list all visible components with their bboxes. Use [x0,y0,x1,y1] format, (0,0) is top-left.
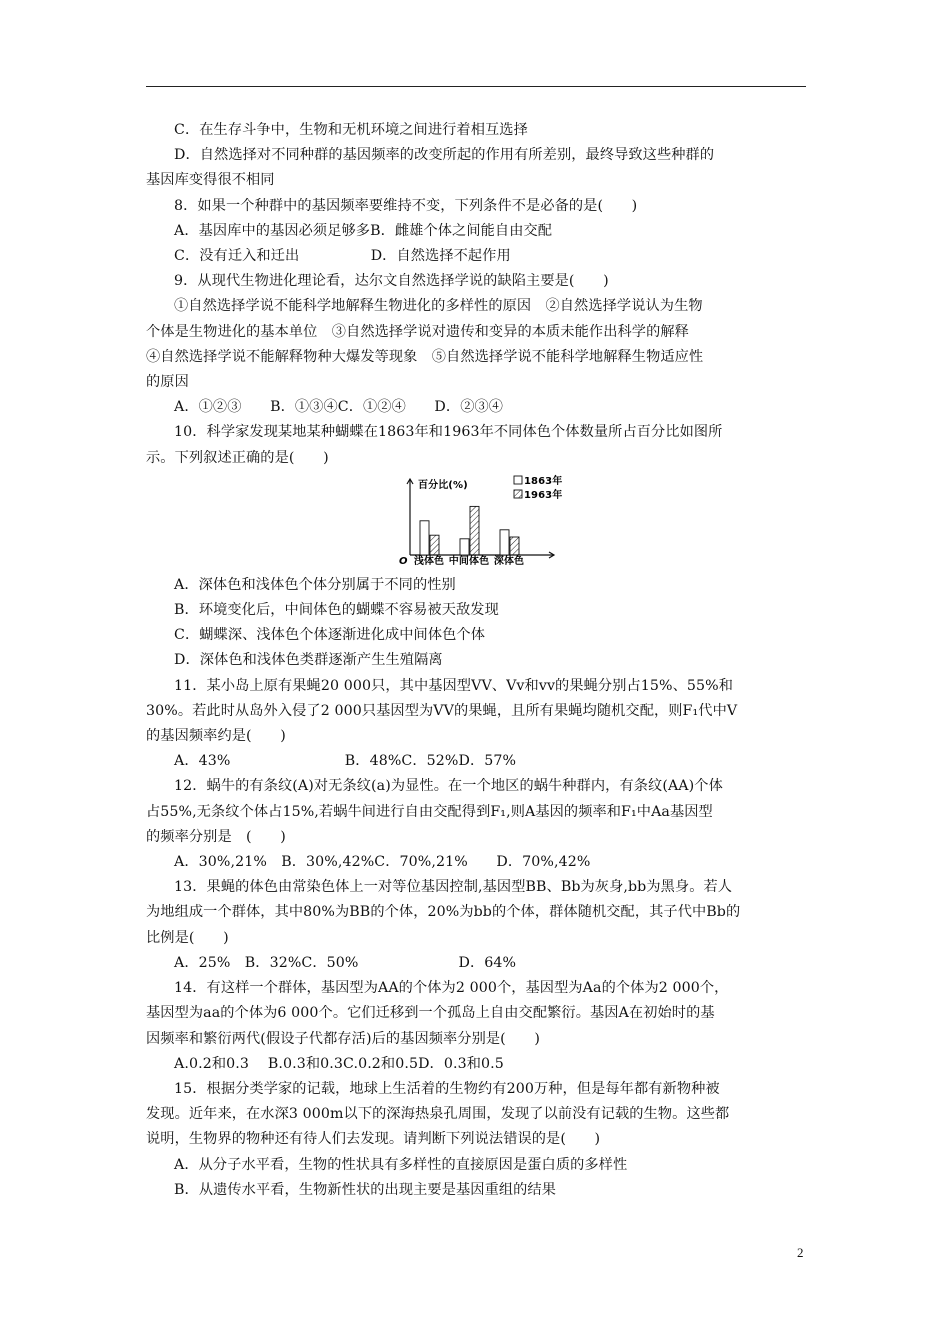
question-8: 8．如果一个种群中的基因频率要维持不变，下列条件不是必备的是( ) [174,197,638,214]
bar [500,530,509,555]
page-body [146,118,808,1203]
question-14-cont: 基因型为aa的个体为6 000个。它们迁移到一个孤岛上自由交配繁衍。基因A在初始时的基 [146,1005,715,1022]
statement-line: ④自然选择学说不能解释物种大爆发等现象 ⑤自然选择学说不能科学地解释生物适应性 [146,348,704,365]
option-line: C．在生存斗争中，生物和无机环境之间进行着相互选择 [174,122,528,138]
option-line: A．从分子水平看，生物的性状具有多样性的直接原因是蛋白质的多样性 [174,1156,628,1173]
question-14-cont: 因频率和繁衍两代(假设子代都存活)后的基因频率分别是( ) [146,1030,541,1047]
option-line-cont: 基因库变得很不相同 [146,172,275,189]
bar [510,537,519,555]
option-line: A．25% B．32%C．50% D．64% [174,954,517,971]
header-rule [146,86,806,87]
question-14: 14．有这样一个群体，基因型为AA的个体为2 000个，基因型为Aa的个体为2 000个， [174,980,729,997]
statement-line: ①自然选择学说不能科学地解释生物进化的多样性的原因 ②自然选择学说认为生物 [174,298,703,315]
option-line: D．深体色和浅体色类群逐渐产生生殖隔离 [174,652,443,669]
option-line: A.0.2和0.3 B.0.3和0.3C.0.2和0.5D．0.3和0.5 [174,1055,504,1072]
option-line: B．从遗传水平看，生物新性状的出现主要是基因重组的结果 [174,1181,557,1198]
bar [470,506,479,555]
question-11-cont: 的基因频率约是( ) [146,728,286,745]
option-line: B．环境变化后，中间体色的蝴蝶不容易被天敌发现 [174,602,499,619]
bar-chart-figure [146,473,808,571]
bar [420,521,429,555]
question-13: 13．果蝇的体色由常染色体上一对等位基因控制,基因型BB、Bb为灰身,bb为黑身。若人 [174,879,733,896]
question-12-cont: 占55%,无条纹个体占15%,若蜗牛间进行自由交配得到F₁,则A基因的频率和F₁中Aa基因型 [146,803,713,820]
option-line: A．43% B．48%C．52%D．57% [174,753,517,770]
bar [430,535,439,555]
option-line: A．深体色和浅体色个体分别属于不同的性别 [174,576,456,593]
question-13-cont: 为地组成一个群体，其中80%为BB的个体，20%为bb的个体，群体随机交配，其子代中Bb的 [146,904,741,921]
question-13-cont: 比例是( ) [146,929,229,946]
question-15-cont: 发现。近年来，在水深3 000m以下的深海热泉孔周围，发现了以前没有记载的生物。这些都 [146,1106,730,1123]
option-line: D．自然选择对不同种群的基因频率的改变所起的作用有所差别，最终导致这些种群的 [174,147,715,164]
legend-label: 1963年 [524,489,563,501]
question-10: 10．科学家发现某地某种蝴蝶在1863年和1963年不同体色个体数量所占百分比如图所 [174,424,723,441]
question-11-cont: 30%。若此时从岛外入侵了2 000只基因型为VV的果蝇，且所有果蝇均随机交配，则F₁代中V [146,702,738,719]
option-line: C．蝴蝶深、浅体色个体逐渐进化成中间体色个体 [174,627,485,644]
statement-line: 的原因 [146,374,189,391]
page-number: 2 [797,1245,804,1260]
question-15: 15．根据分类学家的记载，地球上生活着的生物约有200万种，但是每年都有新物种被 [174,1080,720,1097]
question-12-cont: 的频率分别是 ( ) [146,828,286,845]
bar [460,539,469,555]
question-15-cont: 说明，生物界的物种还有待人们去发现。请判断下列说法错误的是( ) [146,1131,601,1148]
option-line: A．①②③ B．①③④C．①②④ D．②③④ [174,399,504,416]
legend-swatch [514,476,522,484]
x-tick-label: 浅体色 [413,555,445,567]
option-line: A．30%,21% B．30%,42%C．70%,21% D．70%,42% [174,854,591,871]
legend-swatch [514,490,522,498]
statement-line: 个体是生物进化的基本单位 ③自然选择学说对遗传和变异的本质未能作出科学的解释 [146,323,689,340]
bar-chart [396,473,576,571]
origin-label: O [399,555,408,567]
question-9: 9．从现代生物进化理论看，达尔文自然选择学说的缺陷主要是( ) [174,273,609,290]
y-axis-label: 百分比(%) [418,479,468,491]
question-12: 12．蜗牛的有条纹(A)对无条纹(a)为显性。在一个地区的蜗牛种群内，有条纹(AA)个体 [174,778,723,795]
option-line: A．基因库中的基因必须足够多B．雌雄个体之间能自由交配 [174,222,553,239]
legend-label: 1863年 [524,475,563,487]
x-tick-label: 深体色 [493,555,525,567]
option-line: C．没有迁入和迁出 D．自然选择不起作用 [174,248,511,265]
question-11: 11．某小岛上原有果蝇20 000只，其中基因型VV、Vv和vv的果蝇分别占15%、55%和 [174,677,734,694]
question-10-cont: 示。下列叙述正确的是( ) [146,449,329,466]
x-tick-label: 中间体色 [448,555,490,567]
